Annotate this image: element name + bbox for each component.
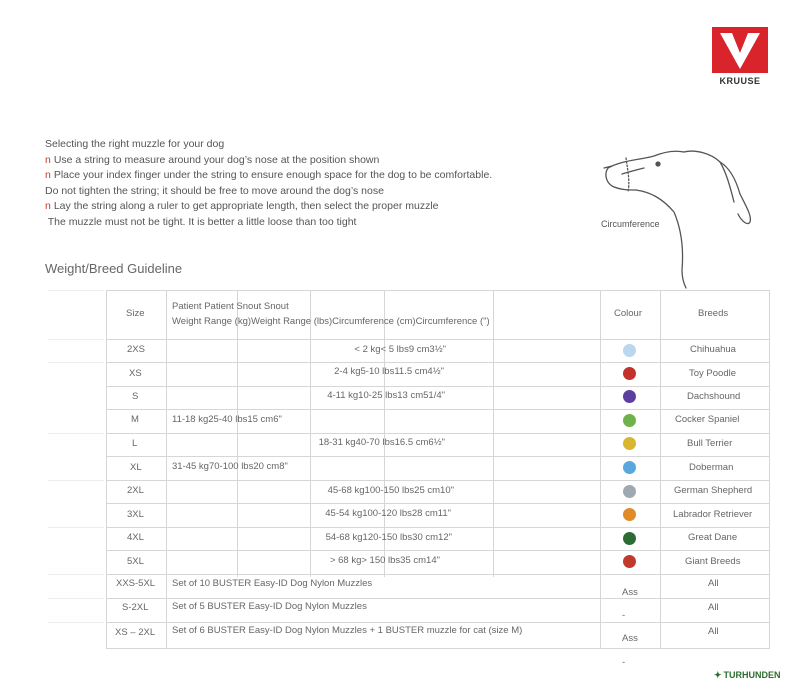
margin-rule: [48, 527, 104, 528]
intro-step-3-text: Lay the string along a ruler to get appropriate length, then select the proper muzzle: [53, 200, 439, 213]
intro-step-1-text: Use a string to measure around your dog’s nose at the position shown: [53, 153, 380, 166]
row-divider: [106, 574, 770, 575]
column-divider: [600, 290, 601, 648]
column-divider: [660, 290, 661, 648]
column-divider: [493, 290, 494, 577]
header-colour: Colour: [614, 308, 642, 319]
section-title: Weight/Breed Guideline: [45, 261, 183, 276]
cell-size: M: [131, 414, 139, 425]
cell-breed: Bull Terrier: [687, 438, 733, 449]
cell-breed: All: [708, 602, 719, 613]
cell-measurements: 45-68 kg100-150 lbs25 cm10": [327, 485, 454, 496]
cell-colour-text: Ass: [622, 587, 638, 598]
row-divider: [106, 550, 770, 551]
table-border-right: [769, 290, 770, 648]
cell-colour-text: -: [622, 610, 626, 621]
margin-rule: [48, 574, 104, 575]
cell-size: XXS-5XL: [116, 578, 156, 589]
column-divider: [310, 290, 311, 577]
table-border-left: [106, 290, 107, 648]
colour-dot: [623, 367, 636, 380]
cell-measurements: < 2 kg< 5 lbs9 cm3½": [354, 344, 446, 355]
bullet-icon: n: [45, 169, 51, 182]
header-breeds: Breeds: [698, 308, 729, 319]
table-border-top: [106, 290, 770, 291]
colour-dot: [623, 390, 636, 403]
bullet-icon: n: [45, 200, 51, 213]
colour-dot: [623, 414, 636, 427]
colour-dot: [623, 344, 636, 357]
cell-size: 5XL: [127, 556, 144, 567]
cell-measurements: 18-31 kg40-70 lbs16.5 cm6½": [318, 437, 445, 448]
margin-rule: [48, 339, 104, 340]
cell-size: 3XL: [127, 509, 144, 520]
cell-size: L: [132, 438, 138, 449]
row-divider: [106, 527, 770, 528]
intro-heading: Selecting the right muzzle for your dog: [45, 138, 225, 150]
margin-rule: [48, 598, 104, 599]
cell-breed: Doberman: [689, 462, 734, 473]
cell-size: 4XL: [127, 532, 144, 543]
margin-rule: [48, 362, 104, 363]
footer-brand: [714, 670, 781, 681]
cell-breed: Cocker Spaniel: [675, 414, 740, 425]
row-divider: [106, 622, 770, 623]
colour-dot: [623, 485, 636, 498]
row-divider: [106, 480, 770, 481]
cell-size: 2XL: [127, 485, 144, 496]
cell-breed: Chihuahua: [690, 344, 736, 355]
intro-note-1: Do not tighten the string; it should be free to move around the dog’s nose: [45, 184, 384, 197]
row-divider: [106, 409, 770, 410]
cell-set-description: Set of 10 BUSTER Easy-ID Dog Nylon Muzzles: [172, 578, 373, 589]
cell-breed: Toy Poodle: [689, 368, 737, 379]
cell-breed: All: [708, 578, 719, 589]
cell-measurements: 54-68 kg120-150 lbs30 cm12": [325, 532, 452, 543]
brand-name: KRUUSE: [719, 76, 761, 86]
footer-brand-label: TURHUNDEN: [723, 670, 781, 680]
column-divider: [166, 290, 167, 648]
colour-dot: [623, 532, 636, 545]
table-border-header: [106, 339, 770, 340]
cell-size: 2XS: [127, 344, 145, 355]
margin-rule: [48, 290, 104, 291]
cell-breed: Dachshound: [687, 391, 741, 402]
colour-dot: [623, 437, 636, 450]
cell-measurements: 4-11 kg10-25 lbs13 cm51/4": [327, 390, 445, 401]
colour-dot: [623, 461, 636, 474]
cell-measurements: > 68 kg> 150 lbs35 cm14": [329, 555, 440, 566]
intro-step-2-text: Place your index finger under the string to ensure enough space for the dog to be comfortable.: [53, 169, 493, 182]
trailing-dash: -: [622, 657, 626, 668]
cell-measurements: 2-4 kg5-10 lbs11.5 cm4½": [334, 366, 444, 377]
cell-breed: Giant Breeds: [685, 556, 741, 567]
margin-rule: [48, 480, 104, 481]
row-divider: [106, 433, 770, 434]
colour-dot: [623, 508, 636, 521]
header-measurements-top: Patient Patient Snout Snout: [172, 301, 289, 312]
header-size: Size: [126, 308, 145, 319]
row-divider: [106, 456, 770, 457]
row-divider: [106, 598, 770, 599]
row-divider: [106, 386, 770, 387]
cell-size: XS – 2XL: [115, 627, 156, 638]
cell-measurements: 11-18 kg25-40 lbs15 cm6": [172, 414, 282, 425]
cell-breed: Great Dane: [688, 532, 738, 543]
cell-breed: All: [708, 626, 719, 637]
bullet-icon: n: [45, 153, 51, 166]
margin-rule: [48, 433, 104, 434]
cell-size: S: [132, 391, 139, 402]
cell-measurements: 45-54 kg100-120 lbs28 cm11": [325, 508, 451, 519]
cell-breed: Labrador Retriever: [673, 509, 753, 520]
cell-size: S-2XL: [122, 602, 149, 613]
row-divider: [106, 503, 770, 504]
cell-breed: German Shepherd: [674, 485, 753, 496]
cell-colour-text: Ass: [622, 633, 638, 644]
colour-dot: [623, 555, 636, 568]
header-measurements-bottom: Weight Range (kg)Weight Range (lbs)Circumference (cm)Circumference ("): [172, 316, 490, 327]
margin-rule: [48, 622, 104, 623]
column-divider: [237, 290, 238, 577]
cell-size: XS: [129, 368, 142, 379]
cell-set-description: Set of 5 BUSTER Easy-ID Dog Nylon Muzzles: [172, 601, 367, 612]
cell-measurements: 31-45 kg70-100 lbs20 cm8": [172, 461, 288, 472]
dog-silhouette-icon: ✦: [714, 670, 722, 680]
cell-size: XL: [130, 462, 142, 473]
table-border-bottom: [106, 648, 770, 649]
cell-set-description: Set of 6 BUSTER Easy-ID Dog Nylon Muzzles + 1 BUSTER muzzle for cat (size M): [172, 625, 523, 636]
circumference-caption: Circumference: [601, 219, 660, 229]
row-divider: [106, 362, 770, 363]
intro-note-2: The muzzle must not be tight. It is better a little loose than too tight: [45, 215, 357, 228]
